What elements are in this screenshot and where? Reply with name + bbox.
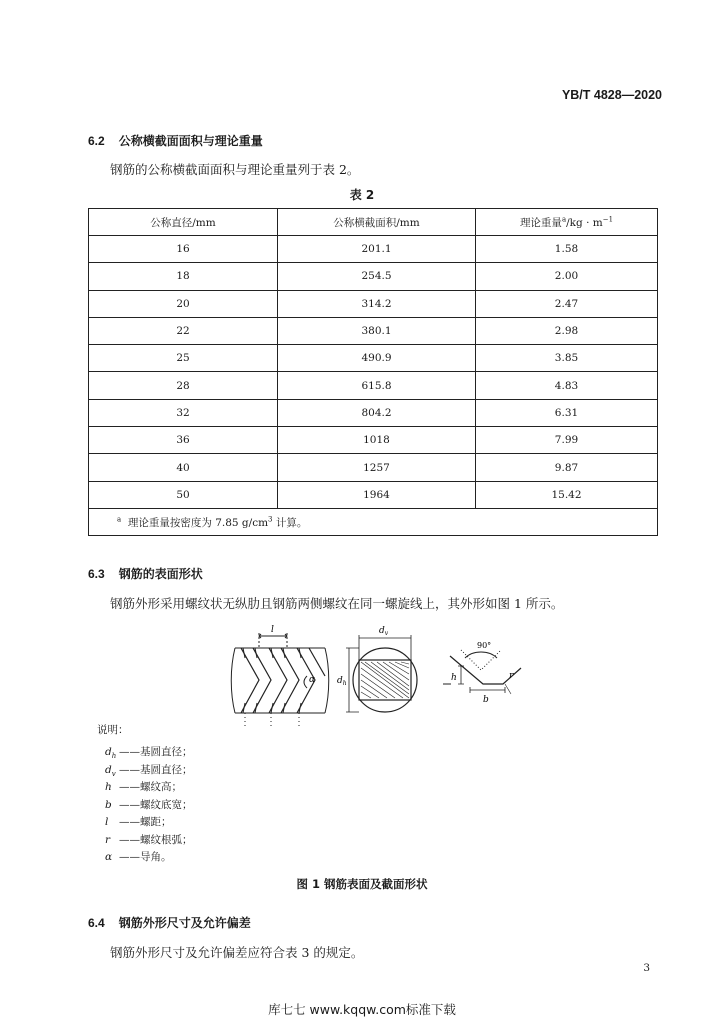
section-6-2-heading [88,132,263,149]
cell-diameter: 32 [89,399,278,426]
cell-diameter: 20 [89,290,278,317]
table-row [89,427,658,454]
legend-symbol-letter: b [105,798,112,811]
weight-label: 理论重量 [519,216,562,229]
legend-item [105,762,193,778]
cell-area: 1257 [278,454,476,481]
section-title: 钢筋外形尺寸及允许偏差 [118,916,251,930]
cell-weight: 2.00 [476,263,658,290]
table-row [89,317,658,344]
col-header-diameter: 公称直径/mm [89,209,278,236]
table-footnote [89,508,658,535]
cell-diameter: 16 [89,236,278,263]
section-6-4-body: 钢筋外形尺寸及允许偏差应符合表 3 的规定。 [110,945,364,960]
label-h: h [451,673,457,683]
footnote-exponent: 3 [268,515,273,524]
legend-item [105,832,193,848]
cross-section-view [346,635,417,712]
cell-weight: 3.85 [476,345,658,372]
section-title: 钢筋的表面形状 [118,567,203,581]
cell-weight: 15.42 [476,481,658,508]
cell-weight: 6.31 [476,399,658,426]
legend-symbol-letter: α [105,851,113,863]
legend-description: ——螺距； [119,816,172,828]
section-number: 6.3 [88,567,105,581]
legend-symbol [105,834,119,848]
cell-diameter: 22 [89,317,278,344]
table-row [89,372,658,399]
section-title: 公称横截面面积与理论重量 [118,134,263,148]
legend-item [105,814,172,830]
cell-area: 314.2 [278,290,476,317]
legend-symbol-letter: d [105,763,112,776]
legend-description: ——螺纹根弧； [119,833,193,846]
cell-weight: 4.83 [476,372,658,399]
col-header-weight [476,209,658,236]
section-6-3-heading [88,565,203,582]
cell-weight: 9.87 [476,454,658,481]
section-number: 6.4 [88,916,105,930]
cell-area: 380.1 [278,317,476,344]
label-l: l [271,625,274,635]
legend-item [105,797,193,813]
cell-area: 615.8 [278,372,476,399]
table-row [89,290,658,317]
legend-symbol-letter: d [105,746,112,758]
legend-description: ——基圆直径； [119,746,193,758]
legend-symbol-letter: h [105,781,112,793]
cell-diameter: 25 [89,345,278,372]
table-header-row [89,209,658,236]
cell-diameter: 40 [89,454,278,481]
figure-caption: 图 1 钢筋表面及截面形状 [296,877,428,891]
section-6-3-body: 钢筋外形采用螺纹状无纵肋且钢筋两侧螺纹在同一螺旋线上，其外形如图 1 所示。 [110,596,564,611]
legend-item [105,744,193,760]
legend-symbol [105,851,119,865]
legend-title: 说明： [97,724,129,736]
label-dv: $d_v$ [379,626,389,637]
cell-area: 804.2 [278,399,476,426]
table-row [89,345,658,372]
page-number: 3 [643,962,650,974]
label-alpha: α [309,675,316,685]
legend-symbol-subscript: h [111,752,117,761]
footnote-tail: 计算。 [272,516,308,529]
cell-area: 1018 [278,427,476,454]
table-row [89,399,658,426]
legend-symbol [105,816,119,830]
table-row [89,236,658,263]
label-r: r [509,671,514,681]
footnote-text: 理论重量按密度为 7.85 g/cm [127,516,269,529]
table-row [89,454,658,481]
section-6-4-heading [88,914,251,931]
legend-symbol [105,764,119,778]
legend-symbol-letter: l [105,816,109,828]
legend-description: ——螺纹底宽； [119,798,193,811]
legend-symbol [105,746,119,760]
table-caption: 表 2 [349,188,375,202]
label-b: b [483,695,489,705]
cell-diameter: 36 [89,427,278,454]
weight-unit: /kg · m [566,216,603,229]
footnote-mark: a [117,515,122,524]
cell-diameter: 18 [89,263,278,290]
cell-weight: 7.99 [476,427,658,454]
cell-weight: 2.47 [476,290,658,317]
section-6-2-body: 钢筋的公称横截面面积与理论重量列于表 2。 [110,162,360,177]
footer-text: 库七七 www.kqqw.com标准下载 [268,1002,456,1017]
cell-area: 490.9 [278,345,476,372]
standard-code: YB/T 4828—2020 [561,88,662,102]
label-angle: 90° [477,641,492,650]
legend-description: ——导角。 [119,851,172,863]
unit-exponent: −1 [602,215,614,223]
section-number: 6.2 [88,134,105,148]
legend-item [105,779,182,795]
legend-symbol [105,781,119,795]
cell-area: 201.1 [278,236,476,263]
table-2 [88,208,658,536]
cell-diameter: 28 [89,372,278,399]
table-row [89,481,658,508]
legend-description: ——螺纹高； [119,781,182,793]
legend-symbol-subscript: v [111,769,116,778]
label-dh: $d_h$ [337,676,347,687]
legend-description: ——基圆直径； [119,763,193,776]
cell-diameter: 50 [89,481,278,508]
cell-weight: 1.58 [476,236,658,263]
legend-symbol-letter: r [105,833,111,846]
cell-area: 254.5 [278,263,476,290]
cell-weight: 2.98 [476,317,658,344]
table-footnote-row [89,508,658,535]
legend-symbol [105,799,119,813]
cell-area: 1964 [278,481,476,508]
col-header-area: 公称横截面积/mm [278,209,476,236]
figure-1-drawing [225,618,525,728]
table-row [89,263,658,290]
legend-item [105,849,172,865]
footnote-ref: a [561,215,567,223]
